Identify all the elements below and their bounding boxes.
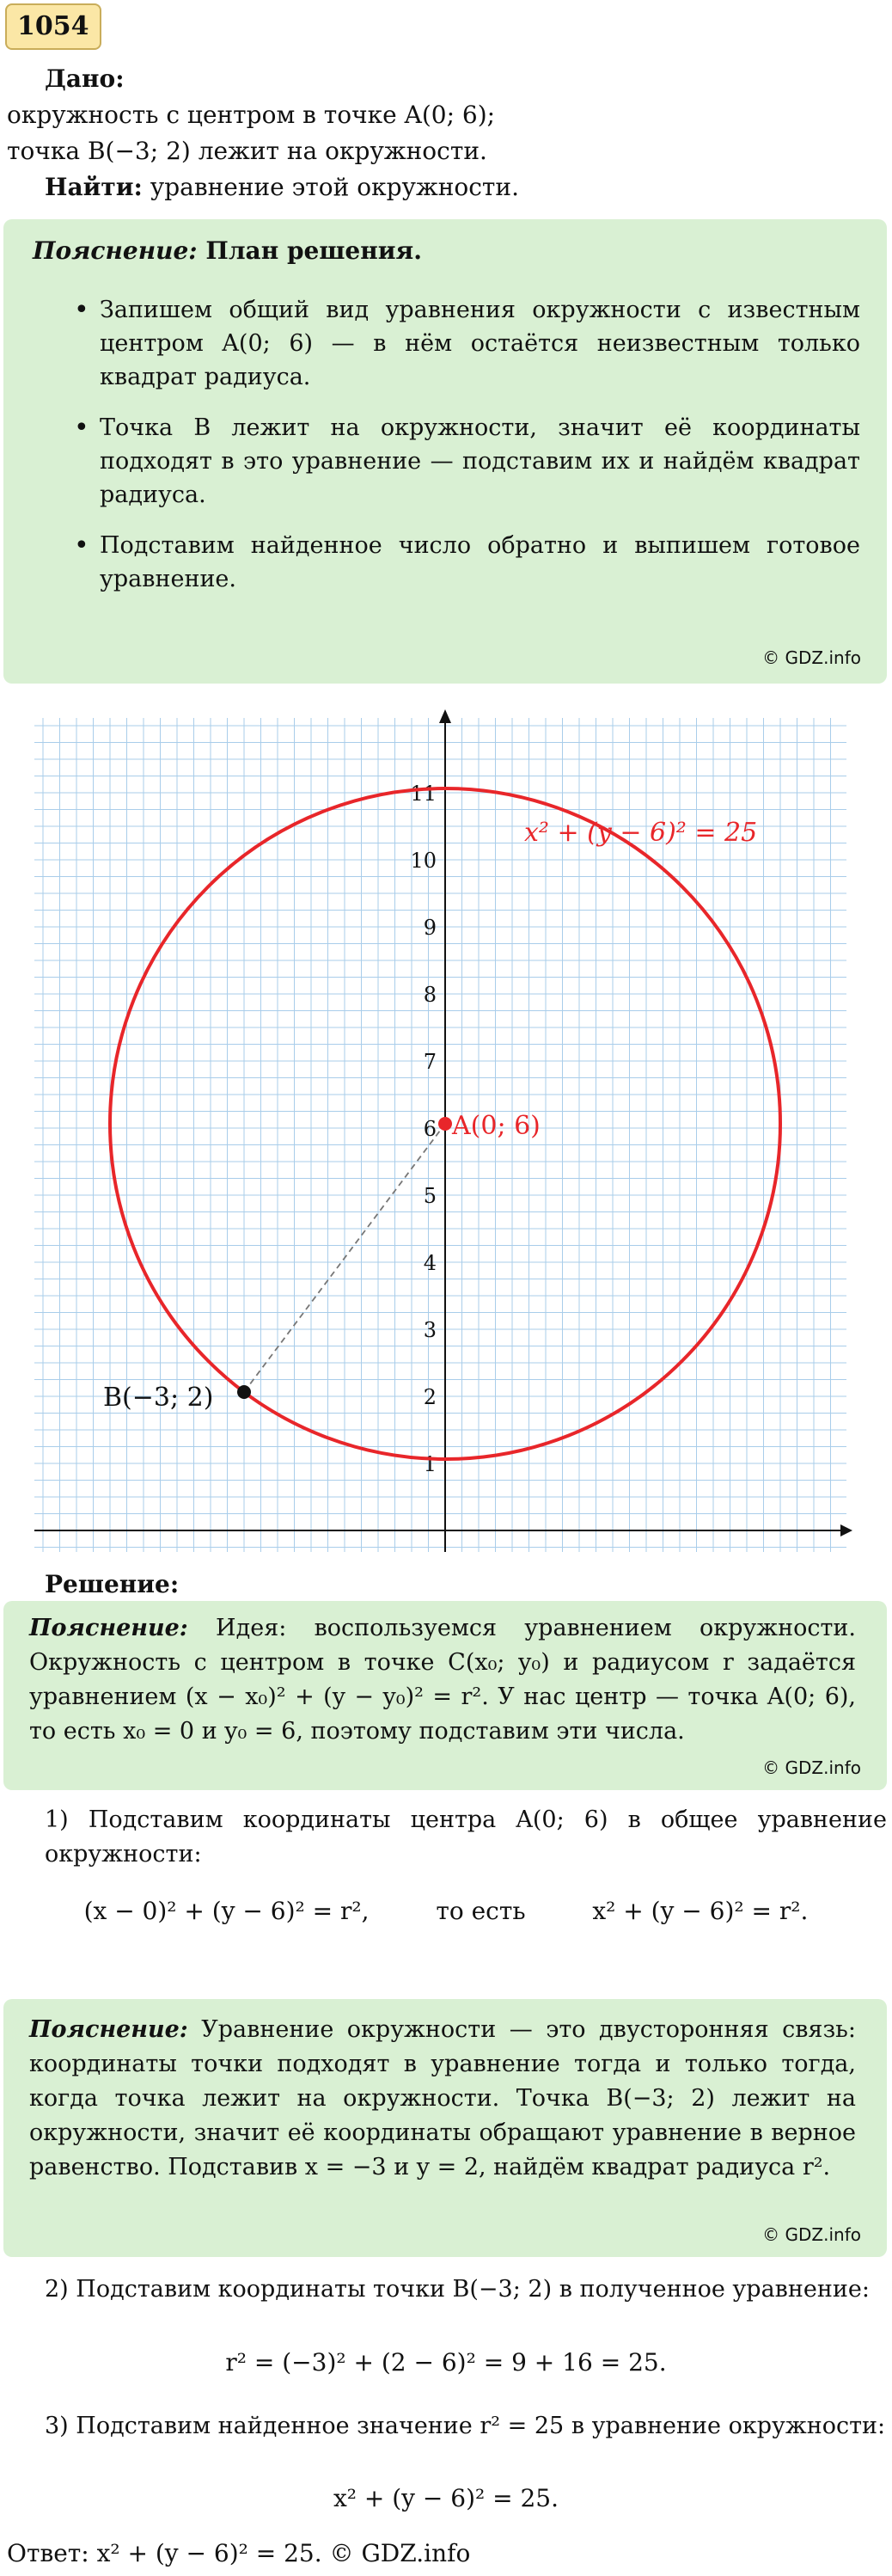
given-label: Дано: xyxy=(45,64,125,93)
solution-label: Решение: xyxy=(45,1570,180,1598)
y-tick-label: 4 xyxy=(423,1251,437,1275)
y-tick-label: 11 xyxy=(410,782,437,806)
x-axis-arrow xyxy=(840,1524,852,1536)
answer-line: Ответ: x² + (y − 6)² = 25. © GDZ.info xyxy=(7,2539,471,2567)
center-label: A(0; 6) xyxy=(452,1111,541,1141)
y-tick-label: 5 xyxy=(423,1184,437,1208)
plan-list xyxy=(55,293,860,613)
find-label: Найти: xyxy=(45,173,143,201)
explanation-2-text: Уравнение окружности — это двусторонняя связь: координаты точки подходят в уравнение тогда и только тогда, когда точка лежит на окружности. Точка B(−3; 2) лежит на окружности, значит её координаты обращают уравнение в верное равенство. Подставив x = −3 и y = 2, найдём квадрат радиуса r². xyxy=(29,2016,856,2180)
plan-item: • Запишем общий вид уравнения окружности с известным центром A(0; 6) — в нём остаётся неизвестным только квадрат радиуса. xyxy=(100,293,860,394)
explanation-1 xyxy=(29,1611,856,1749)
given-line-1: окружность с центром в точке A(0; 6); xyxy=(7,101,496,129)
explanation-box-1 xyxy=(3,1601,887,1790)
step-1-formula-mid: то есть xyxy=(436,1897,526,1925)
find-text: уравнение этой окружности. xyxy=(150,173,519,201)
explanation-1-text: Идея: воспользуемся уравнением окружности. Окружность с центром в точке C(x₀; y₀) и радиусом r задаётся уравнением (x − x₀)² + (y − y₀)² = r². У нас центр — точка A(0; 6), то есть x₀ = 0 и y₀ = 6, поэтому подставим эти числа. xyxy=(29,1615,856,1745)
step-1-formula-a: (x − 0)² + (y − 6)² = r², xyxy=(83,1897,370,1925)
y-tick-label: 7 xyxy=(423,1050,437,1074)
circle-equation-label: x² + (y − 6)² = 25 xyxy=(524,818,758,848)
explanation-2 xyxy=(29,2013,856,2185)
y-tick-label: 10 xyxy=(410,849,437,873)
step-1-formula-b: x² + (y − 6)² = r². xyxy=(592,1897,809,1925)
step-2-formula: r² = (−3)² + (2 − 6)² = 9 + 16 = 25. xyxy=(225,2348,667,2377)
y-tick-label: 1 xyxy=(423,1452,437,1476)
plan-item: • Точка B лежит на окружности, значит её координаты подходят в это уравнение — подставим их и найдём квадрат радиуса. xyxy=(100,411,860,512)
problem-number-badge: 1054 xyxy=(5,3,101,50)
center-point-a xyxy=(438,1117,452,1131)
explanation-2-title: Пояснение: xyxy=(29,2016,188,2043)
step-1-text: 1) Подставим координаты центра A(0; 6) в общее уравнение окружности: xyxy=(45,1806,887,1868)
explanation-box-2 xyxy=(3,1999,887,2257)
plan-box xyxy=(3,219,887,684)
y-tick-label: 3 xyxy=(423,1318,437,1342)
coordinate-graph xyxy=(0,701,892,1561)
plan-title-italic: Пояснение: xyxy=(33,236,198,265)
y-tick-label: 2 xyxy=(423,1385,437,1409)
explanation-1-title: Пояснение: xyxy=(29,1615,188,1641)
explanation-2-credit: © GDZ.info xyxy=(762,2224,861,2245)
y-tick-label: 8 xyxy=(423,983,437,1007)
plan-title-rest: План решения. xyxy=(205,236,422,265)
step-1-formula xyxy=(0,1894,892,1929)
find-line xyxy=(45,170,519,205)
y-tick-labels xyxy=(410,782,437,1476)
point-b xyxy=(237,1385,251,1399)
step-3-formula: x² + (y − 6)² = 25. xyxy=(333,2484,559,2512)
plan-title xyxy=(33,236,422,265)
step-2-text: 2) Подставим координаты точки B(−3; 2) в полученное уравнение: xyxy=(45,2276,870,2303)
plan-credit: © GDZ.info xyxy=(762,647,861,668)
y-tick-label: 9 xyxy=(423,916,437,940)
plan-item: • Подставим найденное число обратно и выпишем готовое уравнение. xyxy=(100,529,860,596)
explanation-1-credit: © GDZ.info xyxy=(762,1757,861,1778)
step-3-text: 3) Подставим найденное значение r² = 25 в уравнение окружности: xyxy=(45,2413,886,2439)
y-axis-arrow xyxy=(439,709,451,723)
point-b-label: B(−3; 2) xyxy=(103,1383,214,1413)
y-tick-label: 6 xyxy=(423,1117,437,1141)
given-line-2: точка B(−3; 2) лежит на окружности. xyxy=(7,137,487,165)
